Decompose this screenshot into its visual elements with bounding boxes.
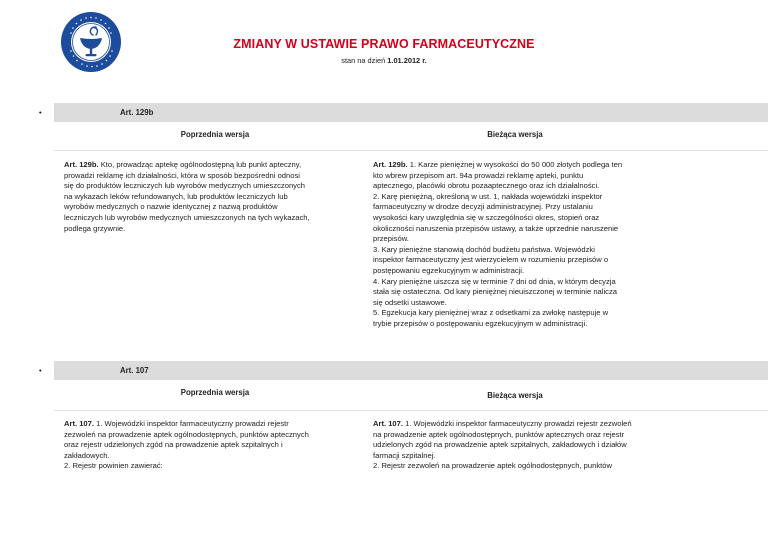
previous-version-text — [64, 419, 369, 472]
previous-version-text — [64, 160, 364, 234]
text-line: się odsetki ustawowe. — [373, 297, 447, 307]
article-number: Art. 129b. — [373, 160, 408, 169]
text-line: podlega grzywnie. — [64, 223, 126, 233]
current-version-text — [373, 160, 703, 330]
section-title: Art. 107 — [120, 366, 149, 375]
text-line: zakładowych. — [64, 450, 110, 460]
text-line: 2. Karę pieniężną, określoną w ust. 1, nakłada wojewódzki inspektor — [373, 191, 603, 201]
text-line: aptecznego, placówki obrotu pozaaptecznego oraz ich działalności. — [373, 181, 600, 191]
column-header-current: Bieżąca wersja — [487, 391, 543, 400]
text-line: 2. Rejestr powinien zawierać: — [64, 461, 163, 471]
text-line: przepisów. — [373, 234, 409, 244]
text-line: zezwoleń na prowadzenie aptek ogólnodostępnych, punktów aptecznych — [64, 429, 309, 439]
subtitle-prefix: stan na dzień — [341, 56, 386, 65]
text-line: 4. Kary pieniężne uiszcza się w terminie 7 dni od dnia, w którym decyzja — [373, 276, 616, 286]
section-header-art-129b[interactable] — [54, 103, 768, 122]
text-line: udzielonych zgód na prowadzenie aptek szpitalnych, zakładowych i działów — [373, 440, 627, 450]
text-line: oraz rejestr udzielonych zgód na prowadzenie aptek szpitalnych i — [64, 440, 283, 450]
text-line: farmacji szpitalnej. — [373, 450, 436, 460]
column-header-previous: Poprzednia wersja — [180, 388, 250, 397]
text-line: na prowadzenie aptek ogólnodostępnych, punktów aptecznych oraz rejestr — [373, 429, 625, 439]
text-line: 2. Rejestr zezwoleń na prowadzenie aptek ogólnodostępnych, punktów — [373, 461, 612, 471]
text-line: wysokości kary uwzględnia się w szczególności okres, stopień oraz — [373, 212, 600, 222]
text-line: 1. Wojewódzki inspektor farmaceutyczny prowadzi rejestr — [93, 419, 289, 428]
column-header-previous: Poprzednia wersja — [180, 130, 250, 139]
document-subtitle — [0, 56, 768, 65]
text-line: kto wbrew przepisom art. 94a prowadzi reklamę apteki, punktu — [373, 170, 584, 180]
text-line: inspektor farmaceutyczny jest wierzycielem w rozumieniu przepisów o — [373, 255, 609, 265]
section-bullet: • — [39, 108, 42, 117]
section-header-art-107[interactable] — [54, 361, 768, 380]
section-title: Art. 129b — [120, 108, 154, 117]
document-title: ZMIANY W USTAWIE PRAWO FARMACEUTYCZNE — [233, 37, 535, 51]
text-line: postępowaniu egzekucyjnym w administracji. — [373, 265, 525, 275]
text-line: 3. Kary pieniężne stanowią dochód budżetu państwa. Wojewódzki — [373, 244, 595, 254]
text-line: prowadzi reklamę ich działalności, która w sposób bezpośredni odnosi — [64, 170, 300, 180]
text-line: na wykazach leków refundowanych, lub produktów leczniczych lub — [64, 191, 288, 201]
row-divider — [54, 150, 768, 151]
text-line: stała się ostateczna. Od kary pieniężnej nieuiszczonej w terminie nalicza — [373, 287, 617, 297]
text-line: leczniczych lub wyrobów medycznych umieszczonych na tych wykazach, — [64, 212, 310, 222]
section-bullet: • — [39, 366, 42, 375]
text-line: 1. Karze pieniężnej w wysokości do 50 000 złotych podlega ten — [407, 160, 623, 169]
text-line: farmaceutyczny w drodze decyzji administracyjnej. Przy ustalaniu — [373, 202, 593, 212]
current-version-text — [373, 419, 708, 472]
text-line: trybie przepisów o postępowaniu egzekucyjnym w administracji. — [373, 318, 588, 328]
text-line: okoliczności naruszenia przepisów ustawy, a także uprzednie naruszenie — [373, 223, 619, 233]
text-line: się do produktów leczniczych lub wyrobów medycznych umieszczonych — [64, 181, 305, 191]
article-number: Art. 107. — [64, 419, 94, 428]
text-line: wyrobów medycznych o nazwie identycznej z nazwą produktów — [64, 202, 278, 212]
text-line: 5. Egzekucja kary pieniężnej wraz z odsetkami za zwłokę następuje w — [373, 308, 609, 318]
subtitle-date: 1.01.2012 r. — [387, 56, 427, 65]
row-divider — [54, 410, 768, 411]
article-number: Art. 129b. — [64, 160, 99, 169]
text-line: Kto, prowadząc aptekę ogólnodostępną lub punkt apteczny, — [98, 160, 302, 169]
article-number: Art. 107. — [373, 419, 403, 428]
column-header-current: Bieżąca wersja — [487, 130, 543, 139]
text-line: 1. Wojewódzki inspektor farmaceutyczny prowadzi rejestr zezwoleń — [402, 419, 632, 428]
